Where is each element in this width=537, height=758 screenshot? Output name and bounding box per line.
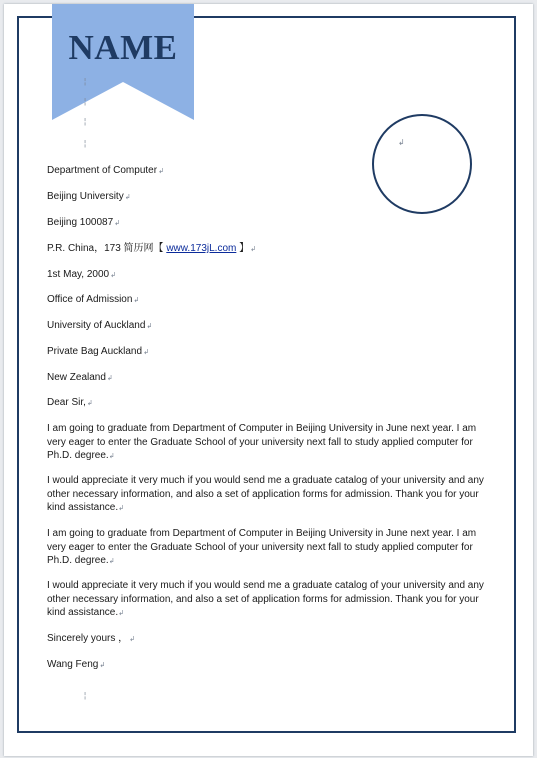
- paragraph-mark-icon: ¦: [84, 117, 87, 126]
- paragraph-mark-icon: ↲: [110, 272, 116, 279]
- paragraph-mark-icon: ↲: [250, 246, 256, 253]
- paragraph-mark-icon: ↲: [398, 138, 405, 147]
- paragraph-mark-icon: ↲: [146, 323, 153, 330]
- sender-country: P.R. China，173 简历网【 www.173jL.com 】↲: [47, 243, 256, 254]
- paragraph-mark-icon: ↲: [118, 505, 125, 512]
- paragraph-mark-icon: ↲: [143, 349, 149, 356]
- paragraph-mark-icon: ↲: [114, 220, 121, 227]
- recipient-university: University of Auckland↲: [47, 320, 153, 331]
- paragraph-mark-icon: ¦: [84, 139, 87, 148]
- body-paragraph: I would appreciate it very much if you would send me a graduate catalog of your university and any other necessary information, and also a set of application forms for admission. Thank you for your kind assistance.↲: [47, 475, 484, 513]
- photo-placeholder: [372, 114, 472, 214]
- name-heading: NAME: [68, 28, 178, 67]
- paragraph-mark-icon: ↲: [108, 453, 115, 460]
- letter-date: 1st May, 2000↲: [47, 269, 116, 280]
- recipient-address: Private Bag Auckland↲: [47, 346, 149, 357]
- paragraph-mark-icon: ↲: [106, 375, 113, 382]
- paragraph-mark-icon: ↲: [133, 297, 140, 304]
- paragraph-mark-icon: ↲: [108, 558, 115, 565]
- paragraph-mark-icon: ¦: [84, 691, 87, 700]
- name-ribbon: [52, 4, 194, 120]
- recipient-country: New Zealand↲: [47, 372, 113, 383]
- paragraph-mark-icon: ¦: [84, 97, 87, 106]
- body-paragraph: I am going to graduate from Department of Computer in Beijing University in June next year. I am very eager to enter the Graduate School of your university next fall to study applied computer for Ph.D. degree.↲: [47, 423, 477, 461]
- sender-city: Beijing 100087↲: [47, 217, 121, 228]
- body-paragraph: I would appreciate it very much if you would send me a graduate catalog of your university and any other necessary information, and also a set of application forms for admission. Thank you for your kind assistance.↲: [47, 580, 484, 618]
- paragraph-mark-icon: ¦: [84, 77, 87, 86]
- signature: Wang Feng↲: [47, 659, 106, 670]
- paragraph-mark-icon: ↲: [86, 400, 93, 407]
- document-page: [4, 4, 533, 756]
- paragraph-mark-icon: ↲: [158, 168, 164, 175]
- website-link[interactable]: www.173jL.com: [166, 243, 237, 254]
- paragraph-mark-icon: ↲: [99, 662, 106, 669]
- recipient-office: Office of Admission↲: [47, 294, 140, 305]
- paragraph-mark-icon: ↲: [129, 636, 136, 643]
- paragraph-mark-icon: ↲: [124, 194, 131, 201]
- paragraph-mark-icon: ↲: [118, 610, 125, 617]
- sender-department: Department of Computer↲: [47, 165, 164, 176]
- closing: Sincerely yours ，↲: [47, 633, 136, 644]
- salutation: Dear Sir,↲: [47, 397, 93, 408]
- sender-university: Beijing University↲: [47, 191, 131, 202]
- body-paragraph: I am going to graduate from Department of Computer in Beijing University in June next year. I am very eager to enter the Graduate School of your university next fall to study applied computer for Ph.D. degree.↲: [47, 528, 477, 566]
